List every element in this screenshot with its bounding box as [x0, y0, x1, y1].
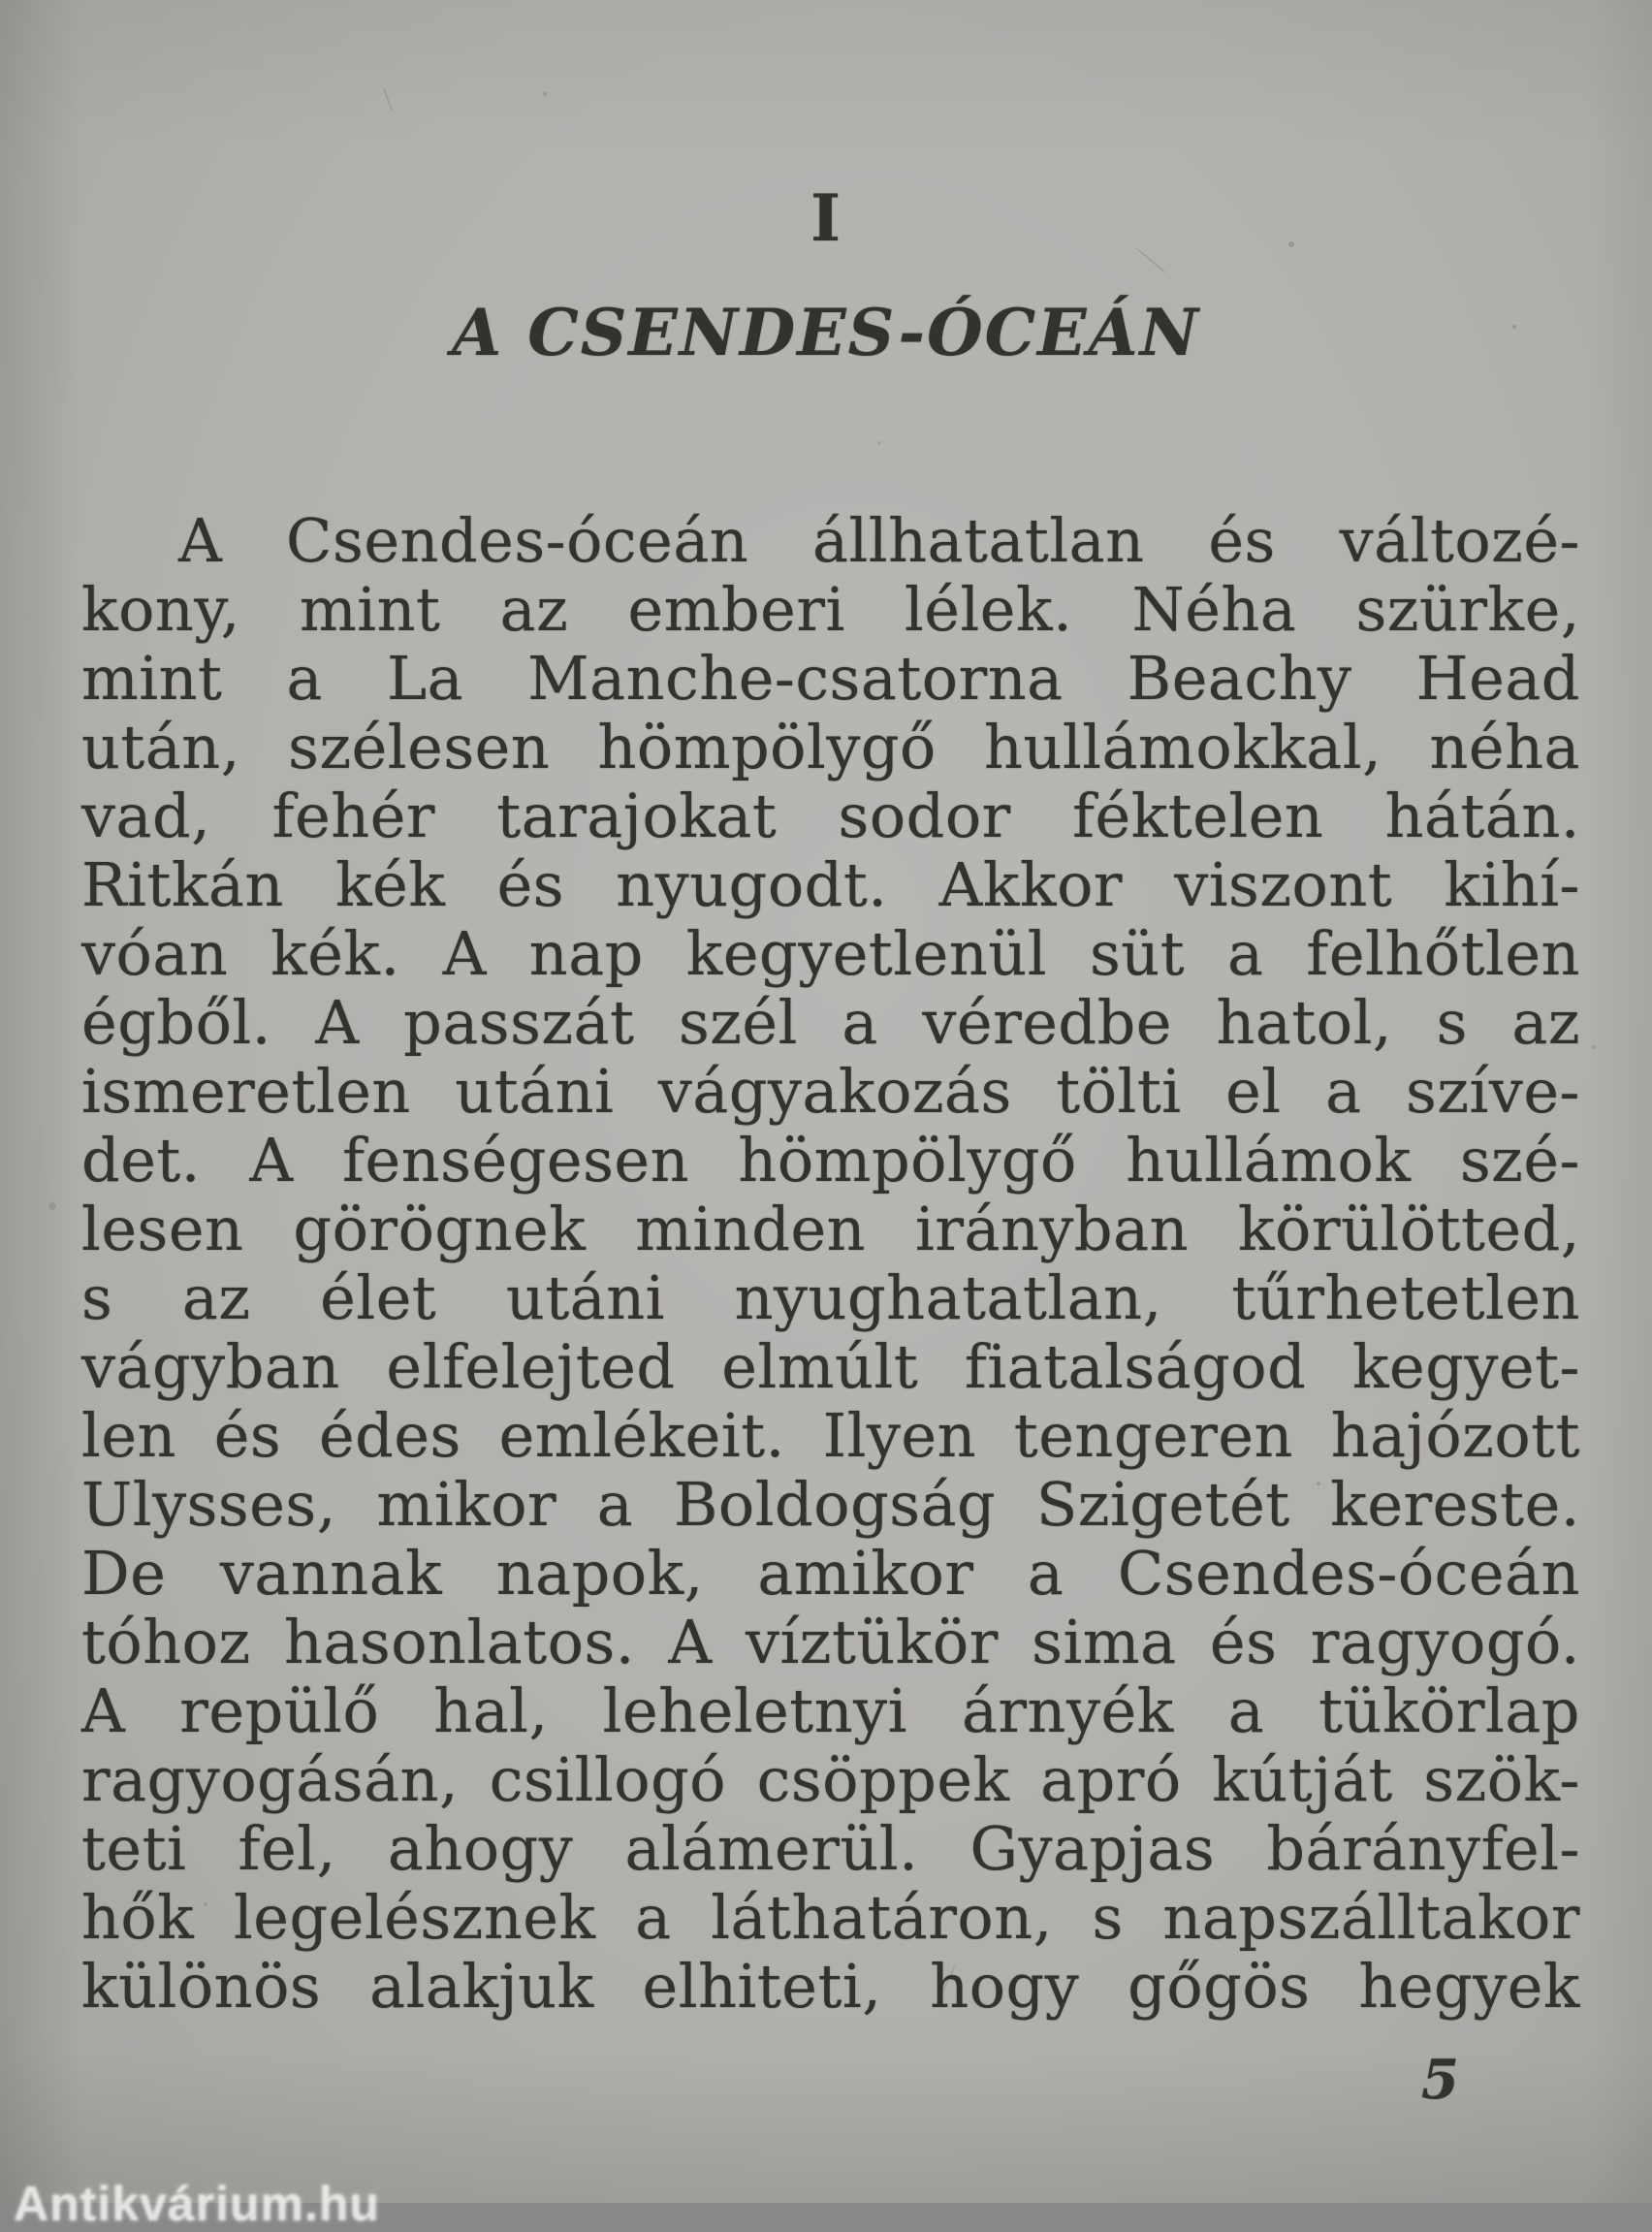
body-line: mint a La Manche-csatorna Beachy Head: [81, 643, 1580, 714]
body-line: s az élet utáni nyughatatlan, tűrhetetlen: [81, 1262, 1580, 1333]
body-line: A Csendes-óceán állhatatlan és változé-: [178, 505, 1580, 576]
body-line: Ulysses, mikor a Boldogság Szigetét kereste.: [81, 1469, 1580, 1540]
body-line: tóhoz hasonlatos. A víztükör sima és ragyogó.: [81, 1607, 1580, 1677]
body-line: teti fel, ahogy alámerül. Gyapjas bárányfel-: [81, 1813, 1580, 1884]
body-line: ragyogásán, csillogó csöppek apró kútját szök-: [81, 1744, 1580, 1815]
body-line: vóan kék. A nap kegyetlenül süt a felhőtlen: [81, 918, 1580, 989]
chapter-numeral: I: [810, 180, 842, 256]
body-line: ismeretlen utáni vágyakozás tölti el a szíve-: [81, 1056, 1580, 1127]
body-line: után, szélesen hömpölygő hullámokkal, néha: [81, 712, 1580, 782]
body-line: vágyban elfelejted elmúlt fiatalságod kegyet-: [81, 1331, 1580, 1402]
chapter-title: A CSENDES-ÓCEÁN: [452, 295, 1200, 370]
body-line: det. A fenségesen hömpölygő hullámok szé-: [81, 1125, 1580, 1196]
body-line: len és édes emlékeit. Ilyen tengeren hajózott: [81, 1400, 1580, 1471]
body-line: vad, fehér tarajokat sodor féktelen hátán.: [81, 781, 1580, 851]
body-line: De vannak napok, amikor a Csendes-óceán: [81, 1538, 1580, 1609]
body-line: Ritkán kék és nyugodt. Akkor viszont kihí-: [81, 849, 1580, 920]
body-text: [81, 506, 1580, 2021]
body-line: kony, mint az emberi lélek. Néha szürke,: [81, 574, 1580, 645]
paper-fiber: [383, 88, 392, 111]
paper-specks: [0, 0, 4, 4]
body-line: égből. A passzát szél a véredbe hatol, s az: [81, 987, 1580, 1058]
body-line: A repülő hal, leheletnyi árnyék a tükörlap: [81, 1675, 1580, 1746]
body-line: különös alakjuk elhiteti, hogy gőgös hegyek: [81, 1951, 1580, 2022]
body-line: hők legelésznek a láthatáron, s napszálltakor: [81, 1882, 1580, 1953]
watermark: Antikvárium.hu: [14, 2177, 380, 2231]
page-number: 5: [1421, 2048, 1459, 2112]
body-line: lesen görögnek minden irányban körülötted,: [81, 1194, 1580, 1264]
